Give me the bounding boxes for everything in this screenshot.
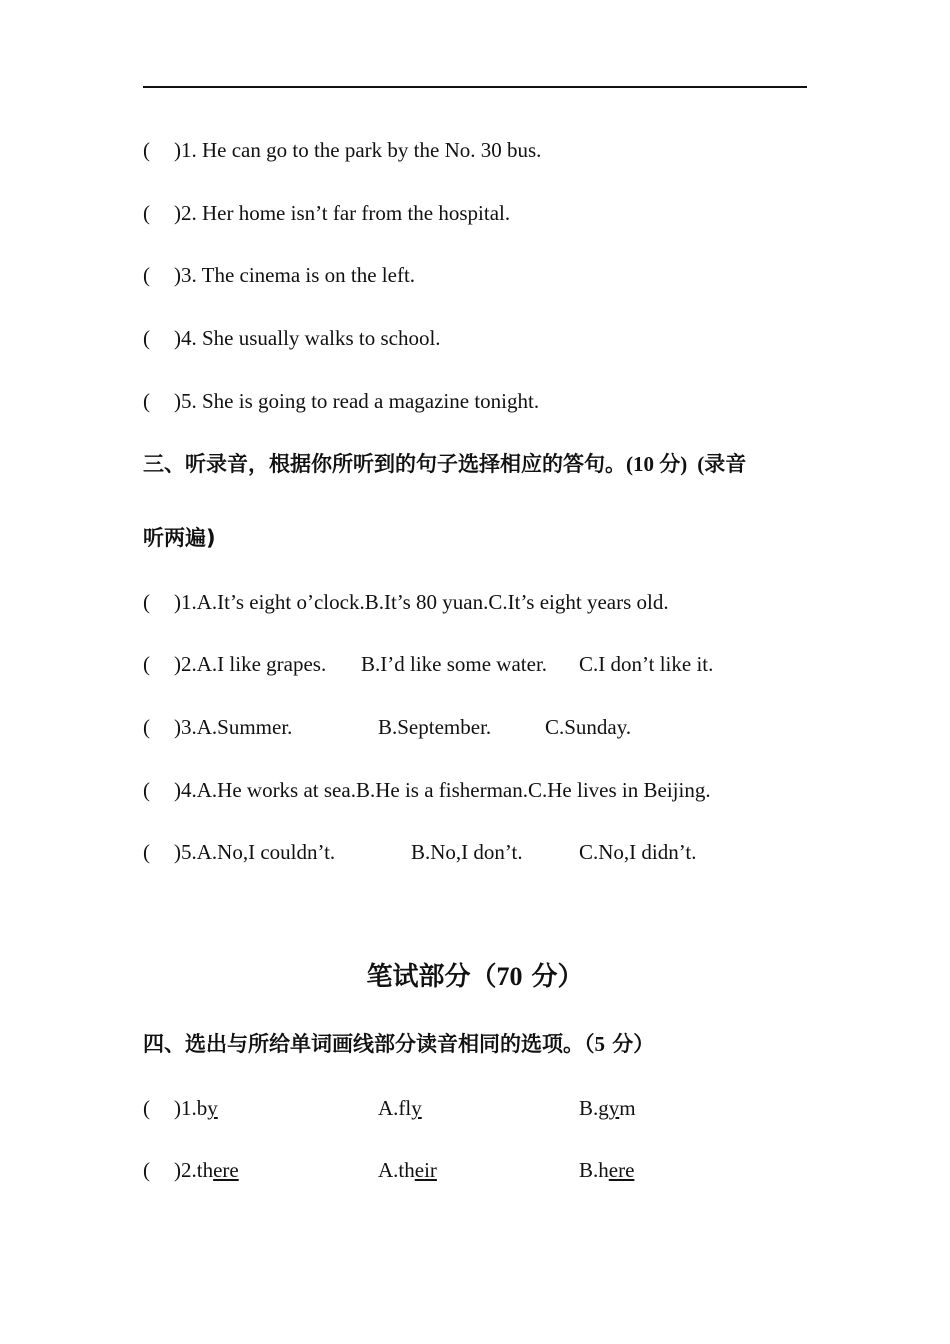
answer-blank[interactable]: ( <box>143 778 150 802</box>
option-b-underlined: ere <box>608 1158 635 1182</box>
section-heading-3 <box>143 450 746 478</box>
answer-blank[interactable]: ( <box>143 590 150 614</box>
option-c: C.He lives in Beijing. <box>528 778 711 802</box>
answer-blank[interactable]: ( <box>143 389 150 413</box>
option-b-prefix: B.g <box>579 1096 609 1120</box>
heading-text: 三、听录音，根据你所听到的句子选择相应的答句。 <box>143 452 626 476</box>
heading-end: 分） <box>605 1032 655 1056</box>
option-a: A.Summer. <box>196 715 293 739</box>
list-item <box>143 650 326 678</box>
answer-blank[interactable]: ( <box>143 1158 150 1182</box>
answer-blank[interactable]: ( <box>143 201 150 225</box>
section-heading-4 <box>143 1030 654 1058</box>
word-underlined: ere <box>213 1158 239 1182</box>
list-item <box>143 387 539 415</box>
list-item <box>143 1156 239 1184</box>
option-a: A.No,I couldn’t. <box>196 840 336 864</box>
list-item <box>143 776 711 804</box>
option-a-prefix: A.th <box>378 1158 415 1182</box>
heading-score: (10 分) <box>626 452 688 476</box>
heading-score: 5 <box>594 1032 605 1056</box>
item-number: )3. <box>174 715 197 739</box>
answer-blank[interactable]: ( <box>143 326 150 350</box>
heading-text: 听两遍) <box>143 526 216 550</box>
option-c: C.No,I didn’t. <box>579 840 697 864</box>
option-a: A.I like grapes. <box>196 652 327 676</box>
list-item <box>143 1094 218 1122</box>
option-b: B.September. <box>378 715 492 739</box>
option-c: C.It’s eight years old. <box>488 590 669 614</box>
item-text: )4. She usually walks to school. <box>174 326 441 350</box>
option-b-suffix: m <box>619 1096 636 1120</box>
item-text: )3. The cinema is on the left. <box>174 263 416 287</box>
option-b <box>579 1094 636 1122</box>
option-b-underlined: y <box>608 1096 620 1120</box>
answer-blank[interactable]: ( <box>143 263 150 287</box>
word-underlined: y <box>207 1096 218 1120</box>
option-a <box>378 1094 422 1122</box>
heading-text: 四、选出与所给单词画线部分读音相同的选项。（ <box>143 1032 595 1056</box>
item-text: )2. Her home isn’t far from the hospital. <box>174 201 511 225</box>
section-heading-3-cont <box>143 524 216 552</box>
item-number: )5. <box>174 840 197 864</box>
item-number: )2. <box>174 652 197 676</box>
option-b <box>579 1156 634 1184</box>
option-c: C.Sunday. <box>545 715 632 739</box>
option-a-underlined: eir <box>414 1158 437 1182</box>
list-item <box>143 199 510 227</box>
list-item <box>143 324 441 352</box>
option-b: B.I’d like some water. <box>361 652 548 676</box>
option-b: B.It’s 80 yuan. <box>364 590 489 614</box>
answer-blank[interactable]: ( <box>143 1096 150 1120</box>
list-item <box>143 588 669 616</box>
option-a-prefix: A.fl <box>378 1096 412 1120</box>
title-end: 分） <box>522 962 584 992</box>
option-b: B.He is a fisherman. <box>355 778 528 802</box>
item-number: )4. <box>174 778 197 802</box>
word-prefix: th <box>196 1158 214 1182</box>
item-number: )1. <box>174 1096 197 1120</box>
title-score: 70 <box>496 962 523 991</box>
title-text: 笔试部分（ <box>366 962 497 992</box>
item-text: )5. She is going to read a magazine tonight. <box>174 389 540 413</box>
item-number: )1. <box>174 590 197 614</box>
list-item <box>143 136 541 164</box>
option-c: C.I don’t like it. <box>579 652 714 676</box>
list-item <box>143 713 292 741</box>
answer-blank[interactable]: ( <box>143 840 150 864</box>
answer-blank[interactable]: ( <box>143 652 150 676</box>
answer-blank[interactable]: ( <box>143 715 150 739</box>
option-b: B.No,I don’t. <box>411 840 523 864</box>
word-prefix: b <box>196 1096 208 1120</box>
option-a-underlined: y <box>411 1096 422 1120</box>
item-text: )1. He can go to the park by the No. 30 bus. <box>174 138 542 162</box>
list-item <box>143 261 415 289</box>
list-item <box>143 838 335 866</box>
written-section-title <box>0 960 950 994</box>
option-a: A.It’s eight o’clock. <box>196 590 365 614</box>
option-a: A.He works at sea. <box>196 778 356 802</box>
item-number: )2. <box>174 1158 197 1182</box>
heading-tail: (录音 <box>697 452 747 476</box>
answer-blank[interactable]: ( <box>143 138 150 162</box>
top-rule <box>143 86 807 88</box>
option-a <box>378 1156 437 1184</box>
option-b-prefix: B.h <box>579 1158 609 1182</box>
